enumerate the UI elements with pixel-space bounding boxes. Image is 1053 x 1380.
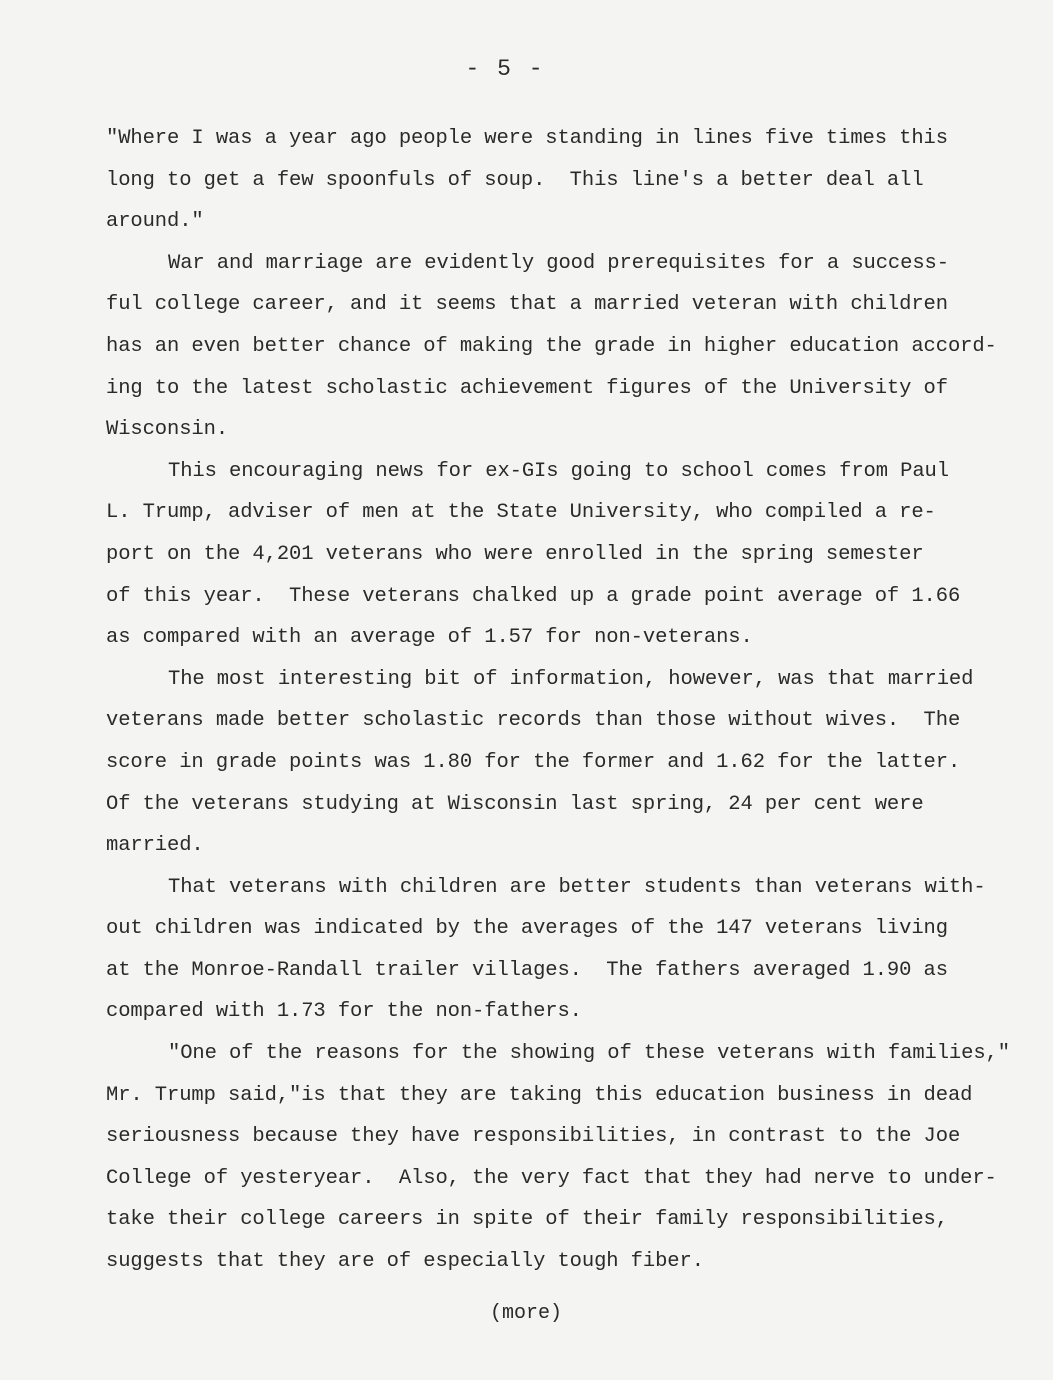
text-line: around.": [106, 210, 204, 234]
text-line: War and marriage are evidently good prerequisites for a success-: [168, 251, 949, 275]
text-line: compared with 1.73 for the non-fathers.: [106, 1000, 582, 1024]
text-line: Of the veterans studying at Wisconsin last spring, 24 per cent were: [106, 792, 924, 816]
text-line: seriousness because they have responsibilities, in contrast to the Joe: [106, 1125, 961, 1149]
text-line: married.: [106, 834, 204, 858]
text-line: Mr. Trump said,"is that they are taking this education business in dead: [106, 1083, 973, 1107]
text-line: The most interesting bit of information, however, was that married: [168, 667, 974, 691]
text-line: suggests that they are of especially tough fiber.: [106, 1250, 704, 1274]
text-line: veterans made better scholastic records than those without wives. The: [106, 709, 961, 733]
continuation-marker: (more): [490, 1302, 563, 1325]
text-line: of this year. These veterans chalked up a grade point average of 1.66: [106, 584, 961, 608]
text-line: This encouraging news for ex-GIs going to school comes from Paul: [168, 459, 949, 483]
page-number: - 5 -: [465, 56, 545, 82]
text-line: out children was indicated by the averages of the 147 veterans living: [106, 917, 948, 941]
text-line: score in grade points was 1.80 for the former and 1.62 for the latter.: [106, 750, 961, 774]
text-line: Wisconsin.: [106, 418, 229, 442]
text-line: That veterans with children are better students than veterans with-: [168, 875, 986, 899]
text-line: College of yesteryear. Also, the very fact that they had nerve to under-: [106, 1166, 997, 1190]
text-line: ful college career, and it seems that a married veteran with children: [106, 293, 948, 317]
body-text: [106, 118, 1036, 1283]
text-line: "One of the reasons for the showing of these veterans with families,": [168, 1042, 1010, 1066]
text-line: long to get a few spoonfuls of soup. This line's a better deal all: [106, 168, 924, 192]
text-line: at the Monroe-Randall trailer villages. The fathers averaged 1.90 as: [106, 958, 948, 982]
text-line: "Where I was a year ago people were standing in lines five times this: [106, 127, 948, 150]
text-line: has an even better chance of making the grade in higher education accord-: [106, 334, 997, 358]
text-line: L. Trump, adviser of men at the State University, who compiled a re-: [106, 501, 936, 525]
text-line: port on the 4,201 veterans who were enrolled in the spring semester: [106, 542, 924, 566]
text-line: take their college careers in spite of their family responsibilities,: [106, 1208, 948, 1232]
text-line: as compared with an average of 1.57 for non-veterans.: [106, 626, 753, 650]
text-line: ing to the latest scholastic achievement figures of the University of: [106, 376, 948, 400]
